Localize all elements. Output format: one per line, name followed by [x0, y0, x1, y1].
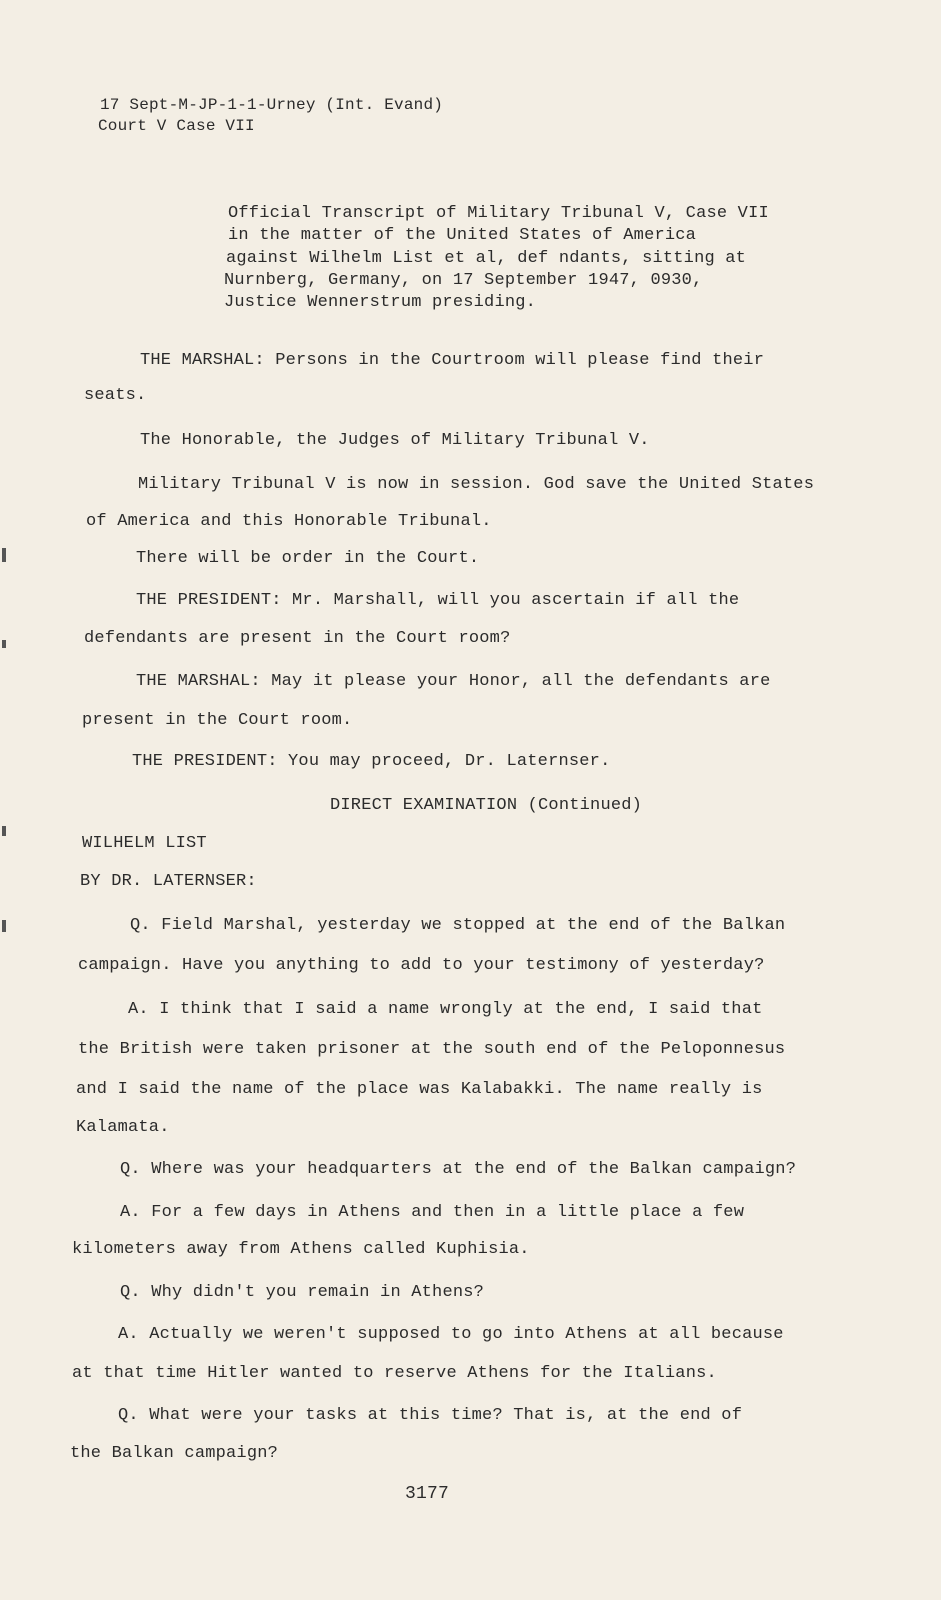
edge-mark — [2, 548, 6, 562]
caption-line: Official Transcript of Military Tribunal V, Case VII — [228, 204, 769, 223]
header-line-2: Court V Case VII — [98, 117, 255, 135]
transcript-line: Q. Where was your headquarters at the end of the Balkan campaign? — [120, 1160, 797, 1179]
transcript-line: A. For a few days in Athens and then in a little place a few — [120, 1203, 745, 1222]
header-line-1: 17 Sept-M-JP-1-1-Urney (Int. Evand) — [100, 96, 444, 114]
transcript-line: seats. — [84, 386, 147, 405]
edge-mark — [2, 826, 6, 836]
transcript-line: THE MARSHAL: May it please your Honor, all the defendants are — [136, 672, 771, 691]
transcript-line: Q. Why didn't you remain in Athens? — [120, 1283, 485, 1302]
transcript-line: of America and this Honorable Tribunal. — [86, 512, 492, 531]
caption-line: in the matter of the United States of America — [228, 226, 697, 245]
transcript-line: THE MARSHAL: Persons in the Courtroom will please find their — [140, 351, 765, 370]
transcript-line: A. Actually we weren't supposed to go into Athens at all because — [118, 1325, 784, 1344]
edge-mark — [2, 920, 6, 932]
transcript-line: There will be order in the Court. — [136, 549, 480, 568]
transcript-line: THE PRESIDENT: You may proceed, Dr. Laternser. — [132, 752, 611, 771]
transcript-line: present in the Court room. — [82, 711, 353, 730]
transcript-line: kilometers away from Athens called Kuphisia. — [72, 1240, 530, 1259]
transcript-line: A. I think that I said a name wrongly at the end, I said that — [128, 1000, 763, 1019]
transcript-line: Military Tribunal V is now in session. God save the United States — [138, 475, 815, 494]
transcript-line: the Balkan campaign? — [70, 1444, 279, 1463]
transcript-line: Kalamata. — [76, 1118, 170, 1137]
transcript-line: THE PRESIDENT: Mr. Marshall, will you ascertain if all the — [136, 591, 740, 610]
transcript-line: defendants are present in the Court room? — [84, 629, 511, 648]
transcript-line: Q. What were your tasks at this time? That is, at the end of — [118, 1406, 743, 1425]
caption-line: Justice Wennerstrum presiding. — [224, 293, 537, 312]
transcript-line: Q. Field Marshal, yesterday we stopped at the end of the Balkan — [130, 916, 786, 935]
edge-mark — [2, 640, 6, 648]
transcript-line: and I said the name of the place was Kalabakki. The name really is — [76, 1080, 763, 1099]
caption-line: Nurnberg, Germany, on 17 September 1947, 0930, — [224, 271, 703, 290]
examiner-line: BY DR. LATERNSER: — [80, 872, 257, 891]
transcript-line: the British were taken prisoner at the south end of the Peloponnesus — [78, 1040, 786, 1059]
transcript-line: The Honorable, the Judges of Military Tribunal V. — [140, 431, 650, 450]
caption-line: against Wilhelm List et al, def ndants, sitting at — [226, 249, 747, 268]
transcript-line: campaign. Have you anything to add to your testimony of yesterday? — [78, 956, 765, 975]
page-number: 3177 — [405, 1484, 450, 1504]
transcript-line: at that time Hitler wanted to reserve Athens for the Italians. — [72, 1364, 717, 1383]
witness-name: WILHELM LIST — [82, 834, 207, 853]
section-heading: DIRECT EXAMINATION (Continued) — [330, 796, 643, 815]
